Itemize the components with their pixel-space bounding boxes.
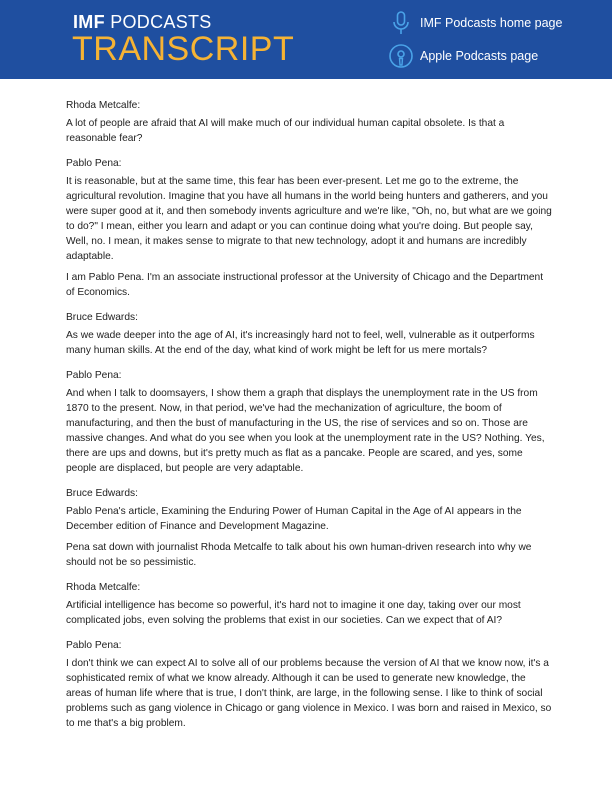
transcript-turn: [66, 156, 552, 300]
microphone-icon: [388, 10, 414, 36]
speaker-name: Pablo Pena:: [66, 370, 122, 381]
podcast-icon: [388, 43, 414, 69]
speaker-name: Pablo Pena:: [66, 640, 122, 651]
transcript-paragraph: Pablo Pena's article, Examining the Enduring Power of Human Capital in the Age of AI appears in the December edition of Finance and Development Magazine.: [66, 506, 522, 532]
speaker-name: Rhoda Metcalfe:: [66, 100, 141, 111]
transcript-turn: [66, 638, 552, 731]
transcript-turn: [66, 580, 552, 628]
imf-podcasts-home-link[interactable]: [388, 10, 562, 36]
transcript-turn: [66, 486, 552, 570]
transcript-turn: [66, 310, 552, 358]
transcript-paragraph: Pena sat down with journalist Rhoda Metcalfe to talk about his own human-driven research into why we should not be so pessimistic.: [66, 542, 532, 568]
transcript-paragraph: And when I talk to doomsayers, I show them a graph that displays the unemployment rate in the US from 1870 to the present. Now, in that period, we've had the mechanization of agriculture, the boom of manufacturing, and then the bust of manufacturing in the US, the rise of services and so on. Those are massive changes. And what do you see when you look at the unemployment rate in the US? Nothing. Yes, there are ups and downs, but it's pretty much as flat as a pancake. People are scared, and yes, some people are displaced, but people are very adaptable.: [66, 388, 545, 474]
page-title: TRANSCRIPT: [72, 30, 295, 68]
speaker-name: Pablo Pena:: [66, 158, 122, 169]
apple-podcasts-label: Apple Podcasts page: [420, 49, 539, 63]
speaker-name: Bruce Edwards:: [66, 488, 138, 499]
transcript-turn: [66, 368, 552, 476]
transcript-paragraph: A lot of people are afraid that AI will make much of our individual human capital obsolete. Is that a reasonable fear?: [66, 118, 505, 144]
transcript-paragraph: As we wade deeper into the age of AI, it's increasingly hard not to feel, well, vulnerable as it outperforms many human skills. At the end of the day, what kind of work might be left for us mere mortals?: [66, 330, 535, 356]
transcript-paragraph: I am Pablo Pena. I'm an associate instructional professor at the University of Chicago and the Department of Economics.: [66, 272, 544, 298]
transcript-paragraph: Artificial intelligence has become so powerful, it's hard not to imagine it one day, taking over our most complicated jobs, even solving the problems that exist in our societies. Can we expect that of AI?: [66, 600, 521, 626]
speaker-name: Rhoda Metcalfe:: [66, 582, 141, 593]
transcript-paragraph: I don't think we can expect AI to solve all of our problems because the version of AI that we know now, it's a sophisticated remix of what we know already. Although it can be used to generate new knowledge, the areas of human life where that is true, I don't think, are large, in the following sense. I like to think of social problems such as gang violence in Chicago or gang violence in Mexico. I was born and raised in Mexico, so to me that's a big problem.: [66, 658, 552, 729]
transcript-turn: [66, 98, 552, 146]
transcript-paragraph: It is reasonable, but at the same time, this fear has been ever-present. Let me go to the extreme, the agricultural revolution. Imagine that you have all humans in the world being hunters and gatherers, and you were super good at it, and then somebody invents agriculture and we're like, "Oh, no, but what are we going to do?" I mean, either you learn and adapt or you can continue doing what you're doing. But people say, Well, no. I mean, it makes sense to migrate to that new technology, adopt it and humans are incredibly adaptable.: [66, 176, 552, 262]
imf-podcasts-home-label: IMF Podcasts home page: [420, 16, 563, 30]
apple-podcasts-link[interactable]: [388, 43, 538, 69]
speaker-name: Bruce Edwards:: [66, 312, 138, 323]
page-header: [0, 0, 612, 79]
transcript-body: [66, 98, 552, 741]
brand-podcasts: PODCASTS: [104, 12, 212, 32]
brand-imf: IMF: [73, 12, 105, 32]
